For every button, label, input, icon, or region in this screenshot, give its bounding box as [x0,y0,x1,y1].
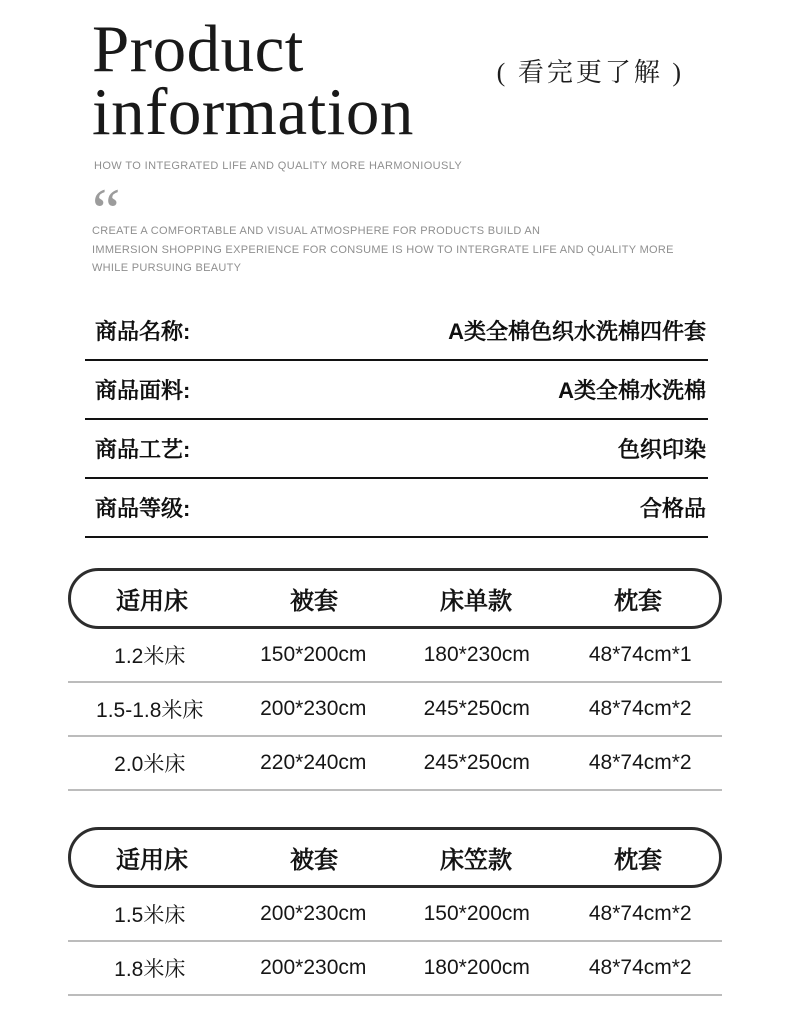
size-table-fitted-sheet [68,827,722,996]
attr-value: A类全棉水洗棉 [558,377,706,403]
attr-value: 合格品 [639,495,706,521]
attr-row-craft [85,420,708,479]
product-attributes [85,302,708,538]
description-line: IMMERSION SHOPPING EXPERIENCE FOR CONSUME IS HOW TO INTERGRATE LIFE AND QUALITY MORE [92,243,674,256]
table-cell: 150*200cm [260,642,367,666]
description-line: CREATE A COMFORTABLE AND VISUAL ATMOSPHERE FOR PRODUCTS BUILD AN [92,225,541,237]
table-cell: 220*240cm [260,750,367,774]
header-cell: 被套 [290,846,338,874]
table-cell: 150*200cm [423,901,530,925]
header-cell: 被套 [290,587,338,615]
attr-label: 商品面料: [95,377,191,403]
table-cell: 245*250cm [423,696,530,720]
table-cell: 48*74cm*2 [588,955,692,979]
table-cell: 245*250cm [423,750,530,774]
table-row [68,737,722,791]
table-cell: 1.5-1.8米床 [96,698,204,722]
header-cell: 床单款 [440,587,512,615]
table-header-pill [68,827,722,888]
table-cell: 1.5米床 [114,903,186,927]
page-title-line2: information [92,75,414,149]
header [0,0,790,278]
table-cell: 2.0米床 [114,752,186,776]
table-cell: 200*230cm [260,955,367,979]
table-cell: 1.2米床 [114,644,186,668]
table-cell: 180*230cm [423,642,530,666]
header-cell: 适用床 [116,846,188,874]
attr-row-grade [85,479,708,538]
table-cell: 48*74cm*2 [588,901,692,925]
table-cell: 200*230cm [260,696,367,720]
table-row [68,629,722,683]
page-title [92,12,790,149]
attr-label: 商品名称: [95,318,191,344]
table-cell: 180*200cm [423,955,530,979]
table-row [68,683,722,737]
attr-label: 商品工艺: [95,436,191,462]
attr-row-product-name [85,302,708,361]
table-cell: 48*74cm*2 [588,750,692,774]
table-cell: 48*74cm*2 [588,696,692,720]
table-row [68,942,722,996]
table-header-pill [68,568,722,629]
tagline: HOW TO INTEGRATED LIFE AND QUALITY MORE HARMONIOUSLY [94,160,463,172]
table-cell: 200*230cm [260,901,367,925]
attr-value: 色织印染 [617,436,706,462]
table-cell: 1.8米床 [114,957,186,981]
size-table-flat-sheet [68,568,722,791]
attr-value: A类全棉色织水洗棉四件套 [448,318,706,344]
header-cell: 枕套 [614,587,662,615]
description-line: WHILE PURSUING BEAUTY [92,262,242,274]
quote-icon: “ [92,182,121,220]
attr-label: 商品等级: [95,495,191,521]
attr-row-fabric [85,361,708,420]
table-cell: 48*74cm*1 [588,642,692,666]
page-title-line1: Product [92,12,304,86]
header-cell: 适用床 [116,587,188,615]
header-cell: 枕套 [614,846,662,874]
header-note: ( 看完更了解 ) [496,58,684,87]
header-cell: 床笠款 [440,846,512,874]
table-row [68,888,722,942]
